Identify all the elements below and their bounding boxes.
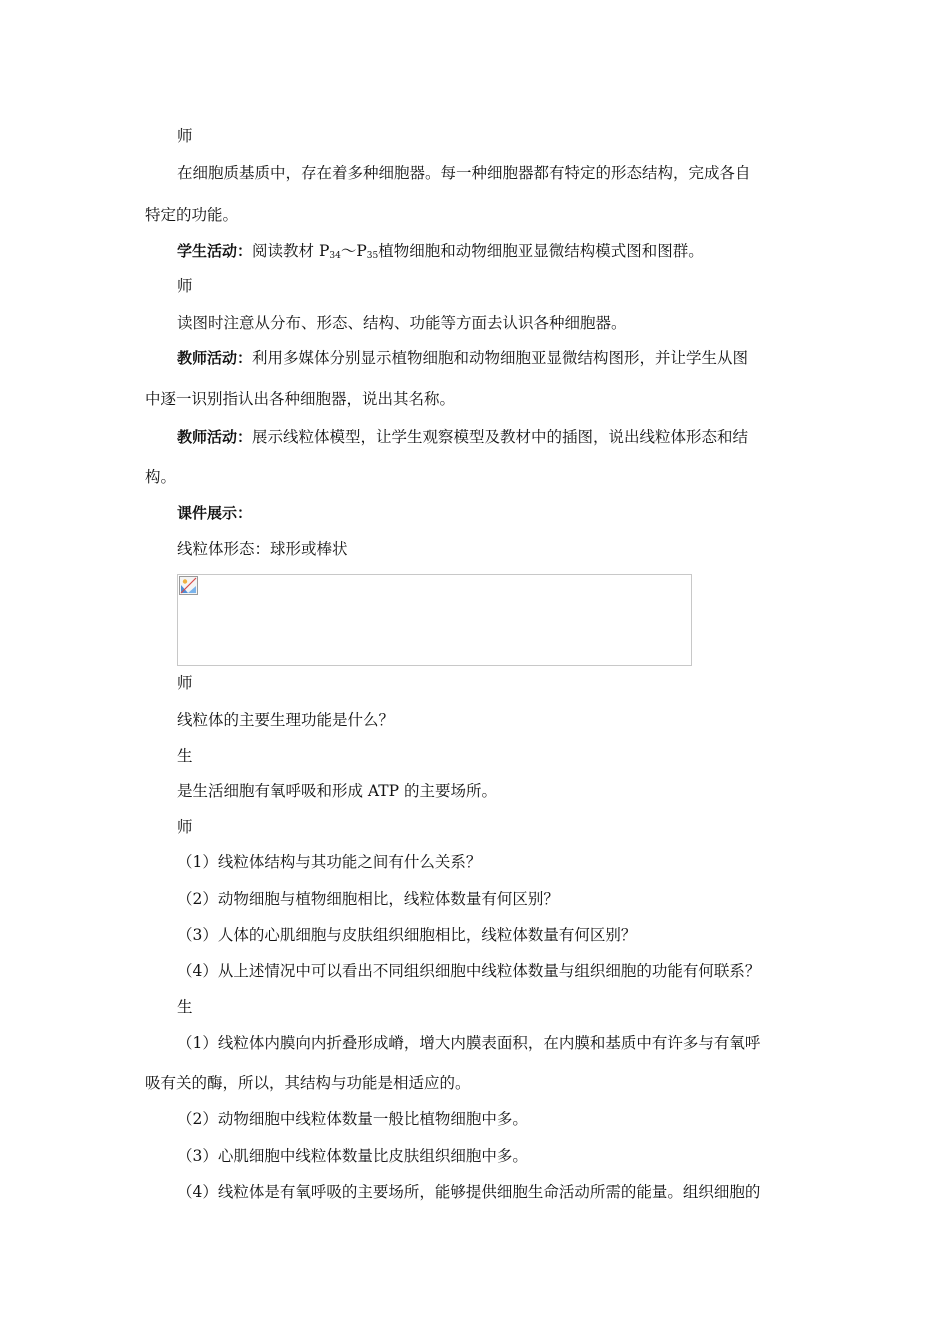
paragraph-text: 中逐一识别指认出各种细胞器，说出其名称。 xyxy=(145,390,456,408)
paragraph-text: 线粒体形态：球形或棒状 xyxy=(177,540,348,558)
speaker-student: 生 xyxy=(177,747,193,765)
answer-item: （2）动物细胞中线粒体数量一般比植物细胞中多。 xyxy=(177,1110,528,1128)
page-subscript: 34 xyxy=(329,251,341,261)
speaker-teacher: 师 xyxy=(177,674,193,692)
speaker-teacher: 师 xyxy=(177,818,193,836)
answer-item: 吸有关的酶，所以，其结构与功能是相适应的。 xyxy=(145,1074,471,1092)
activity-text: 利用多媒体分别显示植物细胞和动物细胞亚显微结构图形，并让学生从图 xyxy=(252,349,749,367)
speaker-student: 生 xyxy=(177,998,193,1016)
teacher-activity xyxy=(177,348,810,368)
paragraph-text: 构。 xyxy=(145,468,177,486)
paragraph-text: 在细胞质基质中，存在着多种细胞器。每一种细胞器都有特定的形态结构，完成各自 xyxy=(177,164,751,182)
question-item: （4）从上述情况中可以看出不同组织细胞中线粒体数量与组织细胞的功能有何联系？ xyxy=(177,962,761,980)
paragraph-text: 线粒体的主要生理功能是什么？ xyxy=(177,711,395,729)
missing-figure xyxy=(177,574,692,666)
activity-text: ～P xyxy=(340,242,367,260)
paragraph-text: 读图时注意从分布、形态、结构、功能等方面去认识各种细胞器。 xyxy=(177,314,627,332)
activity-label: 教师活动： xyxy=(177,349,253,367)
answer-item: （4）线粒体是有氧呼吸的主要场所，能够提供细胞生命活动所需的能量。组织细胞的 xyxy=(177,1183,761,1201)
activity-text: 植物细胞和动物细胞亚显微结构模式图和图群。 xyxy=(378,242,704,260)
speaker-teacher: 师 xyxy=(177,127,193,145)
activity-text: 阅读教材 P xyxy=(252,242,330,260)
page-subscript: 35 xyxy=(366,251,379,261)
activity-text: 展示线粒体模型，让学生观察模型及教材中的插图，说出线粒体形态和结 xyxy=(252,428,749,446)
question-item: （2）动物细胞与植物细胞相比，线粒体数量有何区别？ xyxy=(177,890,559,908)
question-item: （3）人体的心肌细胞与皮肤组织细胞相比，线粒体数量有何区别？ xyxy=(177,926,637,944)
activity-label: 教师活动： xyxy=(177,428,253,446)
answer-item: （3）心肌细胞中线粒体数量比皮肤组织细胞中多。 xyxy=(177,1147,528,1165)
answer-item: （1）线粒体内膜向内折叠形成嵴，增大内膜表面积，在内膜和基质中有许多与有氧呼 xyxy=(177,1034,761,1052)
paragraph-text: 特定的功能。 xyxy=(145,206,239,224)
courseware-label: 课件展示： xyxy=(177,504,253,522)
activity-label: 学生活动： xyxy=(177,242,253,260)
paragraph-text: 是生活细胞有氧呼吸和形成 ATP 的主要场所。 xyxy=(177,782,497,800)
speaker-teacher: 师 xyxy=(177,277,193,295)
teacher-activity xyxy=(177,427,810,447)
question-item: （1）线粒体结构与其功能之间有什么关系？ xyxy=(177,853,482,871)
student-activity xyxy=(177,241,810,266)
broken-image-icon xyxy=(179,576,198,595)
